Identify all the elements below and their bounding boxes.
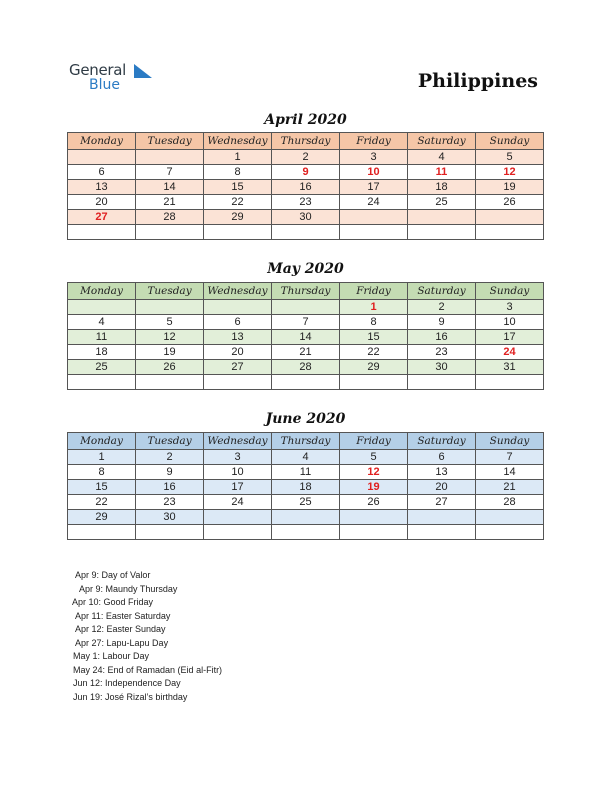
week-row xyxy=(68,165,544,180)
day-cell: 26 xyxy=(476,195,544,210)
weekday-header: Wednesday xyxy=(204,283,272,300)
holiday-item: Apr 27: Lapu-Lapu Day xyxy=(75,637,169,648)
holiday-item: Apr 11: Easter Saturday xyxy=(75,610,171,621)
day-cell: 4 xyxy=(272,450,340,465)
weekday-header: Monday xyxy=(68,433,136,450)
day-cell: 23 xyxy=(272,195,340,210)
weekday-header-row xyxy=(68,433,544,450)
weekday-header: Tuesday xyxy=(136,133,204,150)
day-cell: 22 xyxy=(204,195,272,210)
day-cell: 30 xyxy=(136,510,204,525)
month-title-april: April 2020 xyxy=(264,112,347,128)
day-cell: 7 xyxy=(272,315,340,330)
day-cell xyxy=(204,225,272,240)
day-cell: 30 xyxy=(272,210,340,225)
day-cell: 21 xyxy=(476,480,544,495)
weekday-header: Monday xyxy=(68,133,136,150)
day-cell: 24 xyxy=(476,345,544,360)
day-cell: 14 xyxy=(476,465,544,480)
day-cell: 25 xyxy=(272,495,340,510)
day-cell xyxy=(340,525,408,540)
weekday-header: Thursday xyxy=(272,283,340,300)
week-row xyxy=(68,360,544,375)
day-cell xyxy=(68,375,136,390)
month-title-june: June 2020 xyxy=(265,411,346,427)
day-cell: 3 xyxy=(204,450,272,465)
day-cell: 15 xyxy=(340,330,408,345)
day-cell: 24 xyxy=(340,195,408,210)
day-cell xyxy=(272,525,340,540)
calendar-april xyxy=(67,132,544,240)
day-cell: 4 xyxy=(68,315,136,330)
weekday-header: Sunday xyxy=(476,133,544,150)
weekday-header: Saturday xyxy=(408,433,476,450)
day-cell: 19 xyxy=(340,480,408,495)
day-cell: 8 xyxy=(204,165,272,180)
day-cell: 12 xyxy=(136,330,204,345)
day-cell: 1 xyxy=(204,150,272,165)
day-cell: 11 xyxy=(272,465,340,480)
day-cell: 23 xyxy=(408,345,476,360)
day-cell: 21 xyxy=(136,195,204,210)
day-cell xyxy=(408,510,476,525)
weekday-header: Friday xyxy=(340,283,408,300)
day-cell: 5 xyxy=(340,450,408,465)
week-row xyxy=(68,345,544,360)
day-cell: 27 xyxy=(204,360,272,375)
week-row xyxy=(68,465,544,480)
day-cell: 2 xyxy=(136,450,204,465)
weekday-header: Thursday xyxy=(272,133,340,150)
day-cell xyxy=(408,525,476,540)
day-cell: 20 xyxy=(408,480,476,495)
day-cell: 28 xyxy=(476,495,544,510)
week-row xyxy=(68,210,544,225)
day-cell: 16 xyxy=(408,330,476,345)
day-cell: 10 xyxy=(476,315,544,330)
holiday-item: May 24: End of Ramadan (Eid al-Fitr) xyxy=(73,664,223,675)
day-cell xyxy=(340,210,408,225)
day-cell: 16 xyxy=(272,180,340,195)
weekday-header: Tuesday xyxy=(136,433,204,450)
day-cell: 12 xyxy=(476,165,544,180)
week-row xyxy=(68,375,544,390)
day-cell xyxy=(68,525,136,540)
day-cell: 8 xyxy=(340,315,408,330)
day-cell xyxy=(476,225,544,240)
day-cell xyxy=(408,210,476,225)
day-cell: 3 xyxy=(340,150,408,165)
day-cell: 22 xyxy=(68,495,136,510)
day-cell: 1 xyxy=(340,300,408,315)
day-cell: 21 xyxy=(272,345,340,360)
day-cell: 13 xyxy=(408,465,476,480)
day-cell xyxy=(476,210,544,225)
weekday-header: Friday xyxy=(340,133,408,150)
day-cell: 31 xyxy=(476,360,544,375)
day-cell: 29 xyxy=(340,360,408,375)
holiday-item: Apr 9: Day of Valor xyxy=(75,570,151,580)
day-cell: 14 xyxy=(136,180,204,195)
day-cell: 6 xyxy=(204,315,272,330)
day-cell xyxy=(204,525,272,540)
holiday-list xyxy=(72,569,222,704)
day-cell xyxy=(136,525,204,540)
day-cell: 11 xyxy=(408,165,476,180)
day-cell xyxy=(340,375,408,390)
day-cell: 5 xyxy=(136,315,204,330)
day-cell: 29 xyxy=(68,510,136,525)
holiday-item: Apr 12: Easter Sunday xyxy=(75,624,166,634)
day-cell: 25 xyxy=(68,360,136,375)
day-cell: 1 xyxy=(68,450,136,465)
day-cell: 5 xyxy=(476,150,544,165)
day-cell: 15 xyxy=(68,480,136,495)
holiday-item: Apr 10: Good Friday xyxy=(72,597,154,607)
day-cell: 7 xyxy=(476,450,544,465)
weekday-header: Wednesday xyxy=(204,133,272,150)
week-row xyxy=(68,450,544,465)
week-row xyxy=(68,480,544,495)
day-cell: 16 xyxy=(136,480,204,495)
day-cell xyxy=(272,510,340,525)
day-cell: 10 xyxy=(340,165,408,180)
week-row xyxy=(68,180,544,195)
day-cell: 7 xyxy=(136,165,204,180)
weekday-header-row xyxy=(68,283,544,300)
weekday-header: Saturday xyxy=(408,133,476,150)
week-row xyxy=(68,510,544,525)
day-cell xyxy=(340,510,408,525)
day-cell: 11 xyxy=(68,330,136,345)
day-cell: 17 xyxy=(476,330,544,345)
holiday-item: Jun 19: José Rizal’s birthday xyxy=(73,691,188,702)
day-cell: 14 xyxy=(272,330,340,345)
day-cell: 22 xyxy=(340,345,408,360)
day-cell xyxy=(272,375,340,390)
day-cell xyxy=(204,375,272,390)
week-row xyxy=(68,225,544,240)
day-cell: 18 xyxy=(272,480,340,495)
day-cell: 20 xyxy=(68,195,136,210)
weekday-header: Wednesday xyxy=(204,433,272,450)
logo-word-general: General xyxy=(69,61,127,79)
day-cell: 19 xyxy=(476,180,544,195)
week-row xyxy=(68,495,544,510)
calendar-june xyxy=(67,432,544,540)
day-cell: 3 xyxy=(476,300,544,315)
day-cell: 29 xyxy=(204,210,272,225)
day-cell: 19 xyxy=(136,345,204,360)
day-cell: 28 xyxy=(136,210,204,225)
day-cell: 26 xyxy=(136,360,204,375)
day-cell: 9 xyxy=(272,165,340,180)
logo-triangle-icon xyxy=(134,64,152,78)
day-cell xyxy=(136,225,204,240)
day-cell xyxy=(340,225,408,240)
day-cell: 15 xyxy=(204,180,272,195)
week-row xyxy=(68,195,544,210)
calendar-may xyxy=(67,282,544,390)
month-title-may: May 2020 xyxy=(267,261,344,277)
day-cell: 18 xyxy=(408,180,476,195)
day-cell: 17 xyxy=(204,480,272,495)
day-cell: 12 xyxy=(340,465,408,480)
week-row xyxy=(68,315,544,330)
day-cell xyxy=(136,150,204,165)
week-row xyxy=(68,150,544,165)
day-cell xyxy=(476,510,544,525)
day-cell xyxy=(408,375,476,390)
generalblue-logo xyxy=(69,61,169,97)
day-cell: 8 xyxy=(68,465,136,480)
day-cell xyxy=(204,510,272,525)
day-cell: 2 xyxy=(272,150,340,165)
day-cell: 20 xyxy=(204,345,272,360)
day-cell: 6 xyxy=(408,450,476,465)
day-cell xyxy=(408,225,476,240)
country-title: Philippines xyxy=(417,70,538,92)
day-cell xyxy=(476,525,544,540)
day-cell: 28 xyxy=(272,360,340,375)
day-cell xyxy=(272,225,340,240)
day-cell xyxy=(68,150,136,165)
day-cell xyxy=(476,375,544,390)
day-cell: 9 xyxy=(408,315,476,330)
day-cell xyxy=(136,375,204,390)
weekday-header: Sunday xyxy=(476,433,544,450)
day-cell xyxy=(68,225,136,240)
day-cell: 23 xyxy=(136,495,204,510)
day-cell: 27 xyxy=(408,495,476,510)
day-cell xyxy=(68,300,136,315)
weekday-header: Friday xyxy=(340,433,408,450)
week-row xyxy=(68,330,544,345)
week-row xyxy=(68,300,544,315)
day-cell: 6 xyxy=(68,165,136,180)
weekday-header: Tuesday xyxy=(136,283,204,300)
weekday-header-row xyxy=(68,133,544,150)
weekday-header: Sunday xyxy=(476,283,544,300)
weekday-header: Saturday xyxy=(408,283,476,300)
week-row xyxy=(68,525,544,540)
day-cell: 13 xyxy=(68,180,136,195)
day-cell: 9 xyxy=(136,465,204,480)
logo-word-blue: Blue xyxy=(89,77,120,93)
day-cell: 10 xyxy=(204,465,272,480)
day-cell xyxy=(136,300,204,315)
day-cell: 13 xyxy=(204,330,272,345)
day-cell: 17 xyxy=(340,180,408,195)
day-cell: 4 xyxy=(408,150,476,165)
weekday-header: Monday xyxy=(68,283,136,300)
weekday-header: Thursday xyxy=(272,433,340,450)
day-cell: 30 xyxy=(408,360,476,375)
holiday-item: Apr 9: Maundy Thursday xyxy=(79,583,178,594)
day-cell: 25 xyxy=(408,195,476,210)
day-cell: 27 xyxy=(68,210,136,225)
holiday-item: May 1: Labour Day xyxy=(73,651,150,661)
day-cell: 18 xyxy=(68,345,136,360)
day-cell xyxy=(204,300,272,315)
day-cell: 24 xyxy=(204,495,272,510)
holiday-item: Jun 12: Independence Day xyxy=(73,678,181,688)
day-cell: 2 xyxy=(408,300,476,315)
day-cell: 26 xyxy=(340,495,408,510)
day-cell xyxy=(272,300,340,315)
